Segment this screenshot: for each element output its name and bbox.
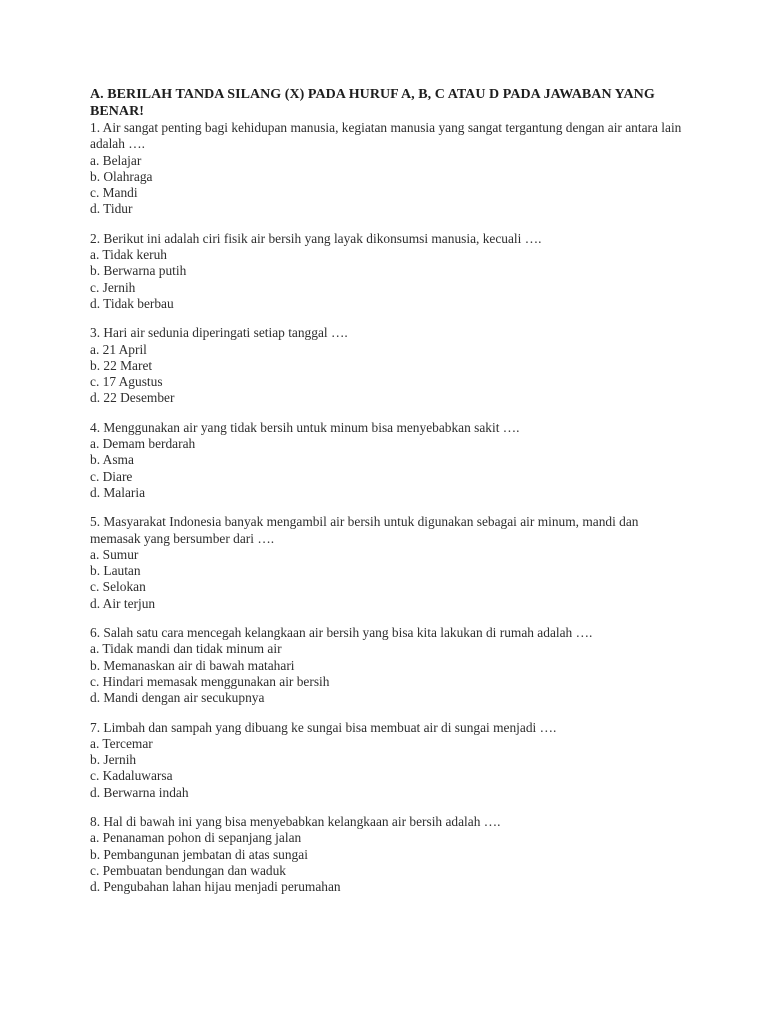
question-3 [90,325,690,406]
option-c: c. Kadaluwarsa [90,768,173,784]
option-b: b. Berwarna putih [90,263,187,279]
option-d: d. 22 Desember [90,390,175,406]
option-d: d. Malaria [90,484,146,500]
question-1 [90,120,690,218]
question-6 [90,625,690,706]
option-b: b. Lautan [90,563,141,579]
question-text: 7. Limbah dan sampah yang dibuang ke sungai bisa membuat air di sungai menjadi …. [90,719,557,735]
option-b: b. Jernih [90,752,137,768]
option-b: b. Pembangunan jembatan di atas sungai [90,846,308,862]
option-c: c. 17 Agustus [90,374,163,390]
option-a: a. 21 April [90,341,147,357]
option-c: c. Diare [90,468,133,484]
question-text: 8. Hal di bawah ini yang bisa menyebabkan kelangkaan air bersih adalah …. [90,813,501,829]
question-text: 6. Salah satu cara mencegah kelangkaan air bersih yang bisa kita lakukan di rumah adalah …. [90,625,593,641]
option-d: d. Tidur [90,201,133,217]
question-4 [90,420,690,501]
question-8 [90,814,690,895]
question-5 [90,514,690,612]
option-a: a. Penanaman pohon di sepanjang jalan [90,830,302,846]
option-a: a. Sumur [90,546,139,562]
option-b: b. Asma [90,452,134,468]
option-d: d. Air terjun [90,595,156,611]
option-b: b. Olahraga [90,168,153,184]
option-c: c. Pembuatan bendungan dan waduk [90,862,286,878]
question-text: 2. Berikut ini adalah ciri fisik air bersih yang layak dikonsumsi manusia, kecuali …. [90,230,542,246]
option-c: c. Selokan [90,579,146,595]
question-text: 4. Menggunakan air yang tidak bersih untuk minum bisa menyebabkan sakit …. [90,419,520,435]
option-d: d. Pengubahan lahan hijau menjadi perumahan [90,879,341,895]
question-2 [90,231,690,312]
option-a: a. Belajar [90,152,142,168]
option-a: a. Demam berdarah [90,436,196,452]
option-c: c. Jernih [90,279,136,295]
section-heading: A. BERILAH TANDA SILANG (X) PADA HURUF A, B, C ATAU D PADA JAWABAN YANG BENAR! [90,87,655,119]
option-b: b. Memanaskan air di bawah matahari [90,657,295,673]
document-page [90,86,690,895]
option-a: a. Tercemar [90,735,153,751]
option-d: d. Tidak berbau [90,295,174,311]
question-text: 5. Masyarakat Indonesia banyak mengambil air bersih untuk digunakan sebagai air minum, mandi dan memasak yang bersumber dari …. [90,514,639,546]
question-text: 1. Air sangat penting bagi kehidupan manusia, kegiatan manusia yang sangat tergantung dengan air antara lain adalah …. [90,120,682,152]
option-a: a. Tidak keruh [90,247,167,263]
option-b: b. 22 Maret [90,357,153,373]
option-d: d. Mandi dengan air secukupnya [90,690,265,706]
question-7 [90,720,690,801]
option-d: d. Berwarna indah [90,784,189,800]
question-text: 3. Hari air sedunia diperingati setiap tanggal …. [90,325,348,341]
option-c: c. Hindari memasak menggunakan air bersih [90,673,330,689]
option-a: a. Tidak mandi dan tidak minum air [90,641,282,657]
option-c: c. Mandi [90,185,138,201]
